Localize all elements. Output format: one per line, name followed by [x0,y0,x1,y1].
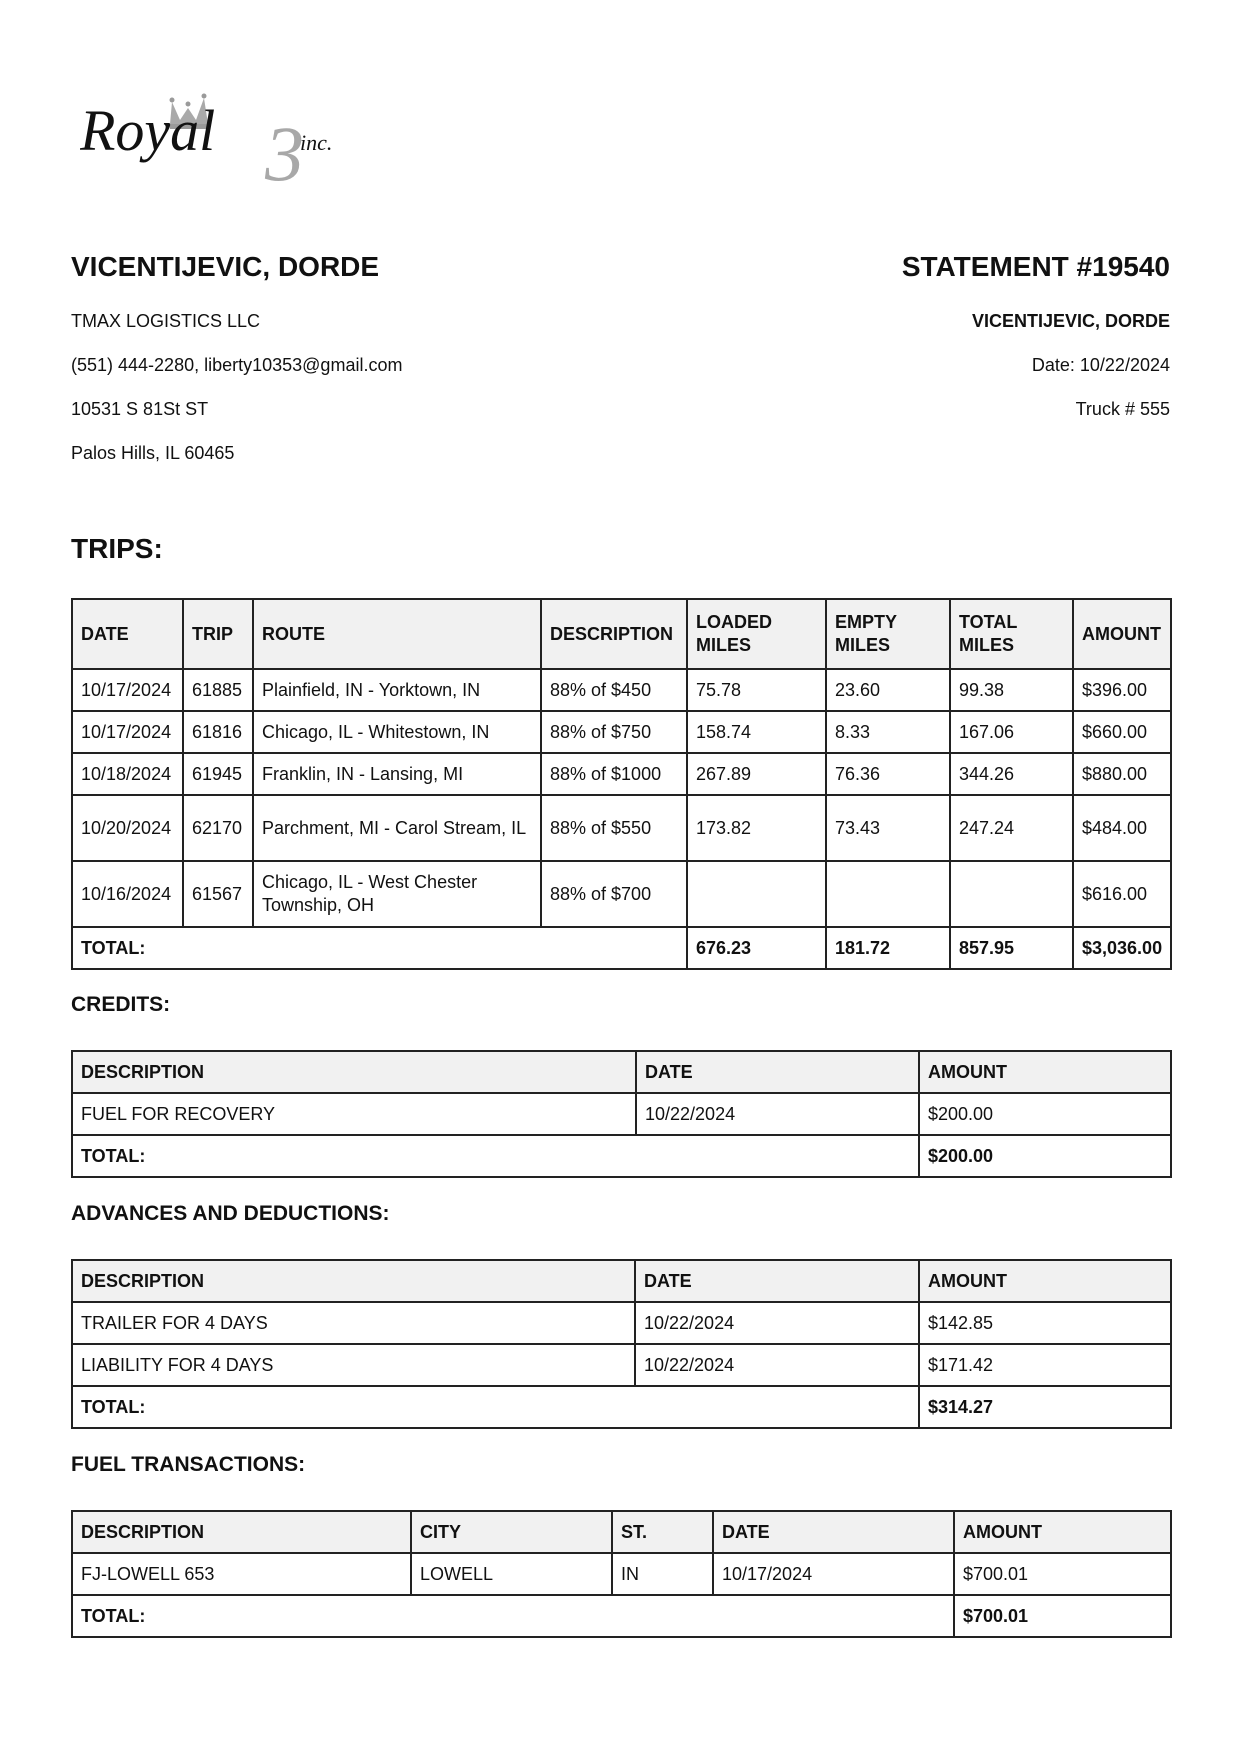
company-name: TMAX LOGISTICS LLC [71,311,261,331]
cell: 61945 [183,753,253,795]
col-header: DESCRIPTION [72,1511,411,1553]
credits-table [71,1050,1172,1178]
col-header: AMOUNT [919,1051,1171,1093]
cell: Chicago, IL - West Chester Township, OH [253,861,541,927]
cell: 88% of $450 [541,669,687,711]
cell: 23.60 [826,669,950,711]
col-header: AMOUNT [954,1511,1171,1553]
cell: 10/17/2024 [72,669,183,711]
col-header: LOADED MILES [687,599,826,669]
cell: TRAILER FOR 4 DAYS [72,1302,635,1344]
fuel-table [71,1510,1172,1638]
total-label: TOTAL: [72,1386,919,1428]
table-row [72,1302,1171,1344]
cell: 158.74 [687,711,826,753]
statement-date: Date: 10/22/2024 [1031,355,1170,375]
total-label: TOTAL: [72,1595,954,1637]
cell: 10/18/2024 [72,753,183,795]
fuel-header-row [72,1511,1171,1553]
cell: $484.00 [1073,795,1171,861]
cell: 88% of $700 [541,861,687,927]
col-header: TRIP [183,599,253,669]
col-header: TOTAL MILES [950,599,1073,669]
cell: 88% of $550 [541,795,687,861]
cell: $660.00 [1073,711,1171,753]
cell: IN [612,1553,713,1595]
statement-title: STATEMENT #19540 [901,251,1170,282]
trips-header-row [72,599,1171,669]
cell: 10/17/2024 [72,711,183,753]
col-header: EMPTY MILES [826,599,950,669]
cell: 75.78 [687,669,826,711]
cell [950,861,1073,927]
total-label: TOTAL: [72,1135,919,1177]
cell: 10/20/2024 [72,795,183,861]
cell: 99.38 [950,669,1073,711]
deductions-title: ADVANCES AND DEDUCTIONS: [71,1202,390,1225]
cell: FUEL FOR RECOVERY [72,1093,636,1135]
truck-number: Truck # 555 [1075,399,1170,419]
trips-table [71,598,1172,970]
cell: 61885 [183,669,253,711]
cell: 10/22/2024 [636,1093,919,1135]
total-miles: 857.95 [950,927,1073,969]
col-header: DESCRIPTION [72,1051,636,1093]
table-row [72,669,1171,711]
cell: 10/16/2024 [72,861,183,927]
deductions-table [71,1259,1172,1429]
table-row [72,1344,1171,1386]
logo-brand-text: Royal [80,98,216,163]
cell: LOWELL [411,1553,612,1595]
cell: $200.00 [919,1093,1171,1135]
col-header: DATE [72,599,183,669]
fuel-title: FUEL TRANSACTIONS: [71,1453,306,1476]
col-header: CITY [411,1511,612,1553]
logo-suffix-text: inc. [300,130,333,155]
col-header: ROUTE [253,599,541,669]
cell: Franklin, IN - Lansing, MI [253,753,541,795]
table-row [72,753,1171,795]
driver-block [71,250,403,463]
total-empty-miles: 181.72 [826,927,950,969]
cell: 62170 [183,795,253,861]
statement-driver: VICENTIJEVIC, DORDE [971,311,1170,331]
cell: $396.00 [1073,669,1171,711]
cell: 167.06 [950,711,1073,753]
cell: 10/22/2024 [635,1344,919,1386]
table-row [72,711,1171,753]
total-amount: $200.00 [919,1135,1171,1177]
address-line-2: Palos Hills, IL 60465 [71,443,235,463]
cell: $142.85 [919,1302,1171,1344]
trips-total-row [72,927,1171,969]
cell: FJ-LOWELL 653 [72,1553,411,1595]
cell: 61816 [183,711,253,753]
cell: 61567 [183,861,253,927]
cell: 247.24 [950,795,1073,861]
statement-block [901,250,1170,419]
col-header: AMOUNT [1073,599,1171,669]
total-amount: $3,036.00 [1073,927,1171,969]
col-header: DESCRIPTION [72,1260,635,1302]
cell: LIABILITY FOR 4 DAYS [72,1344,635,1386]
cell: 8.33 [826,711,950,753]
col-header: DATE [713,1511,954,1553]
contact-info: (551) 444-2280, liberty10353@gmail.com [71,355,403,375]
table-row [72,1093,1171,1135]
trips-title: TRIPS: [71,533,163,564]
driver-name: VICENTIJEVIC, DORDE [71,251,380,282]
cell: 10/22/2024 [635,1302,919,1344]
credits-title: CREDITS: [71,993,171,1016]
cell: 73.43 [826,795,950,861]
royal-3-inc-logo [80,80,380,190]
deductions-header-row [72,1260,1171,1302]
cell: $616.00 [1073,861,1171,927]
cell: 76.36 [826,753,950,795]
col-header: ST. [612,1511,713,1553]
cell: Plainfield, IN - Yorktown, IN [253,669,541,711]
cell: 88% of $750 [541,711,687,753]
cell: Chicago, IL - Whitestown, IN [253,711,541,753]
cell: 173.82 [687,795,826,861]
address-line-1: 10531 S 81St ST [71,399,209,419]
cell [687,861,826,927]
col-header: DESCRIPTION [541,599,687,669]
fuel-total-row [72,1595,1171,1637]
col-header: AMOUNT [919,1260,1171,1302]
cell: 344.26 [950,753,1073,795]
table-row [72,795,1171,861]
cell: 88% of $1000 [541,753,687,795]
credits-total-row [72,1135,1171,1177]
col-header: DATE [635,1260,919,1302]
cell: $880.00 [1073,753,1171,795]
cell: 267.89 [687,753,826,795]
deductions-total-row [72,1386,1171,1428]
cell: Parchment, MI - Carol Stream, IL [253,795,541,861]
total-amount: $314.27 [919,1386,1171,1428]
table-row [72,861,1171,927]
total-loaded-miles: 676.23 [687,927,826,969]
total-label: TOTAL: [72,927,687,969]
cell: $171.42 [919,1344,1171,1386]
cell [826,861,950,927]
col-header: DATE [636,1051,919,1093]
logo-number-text: 3 [265,110,304,190]
total-amount: $700.01 [954,1595,1171,1637]
table-row [72,1553,1171,1595]
cell: 10/17/2024 [713,1553,954,1595]
credits-header-row [72,1051,1171,1093]
cell: $700.01 [954,1553,1171,1595]
